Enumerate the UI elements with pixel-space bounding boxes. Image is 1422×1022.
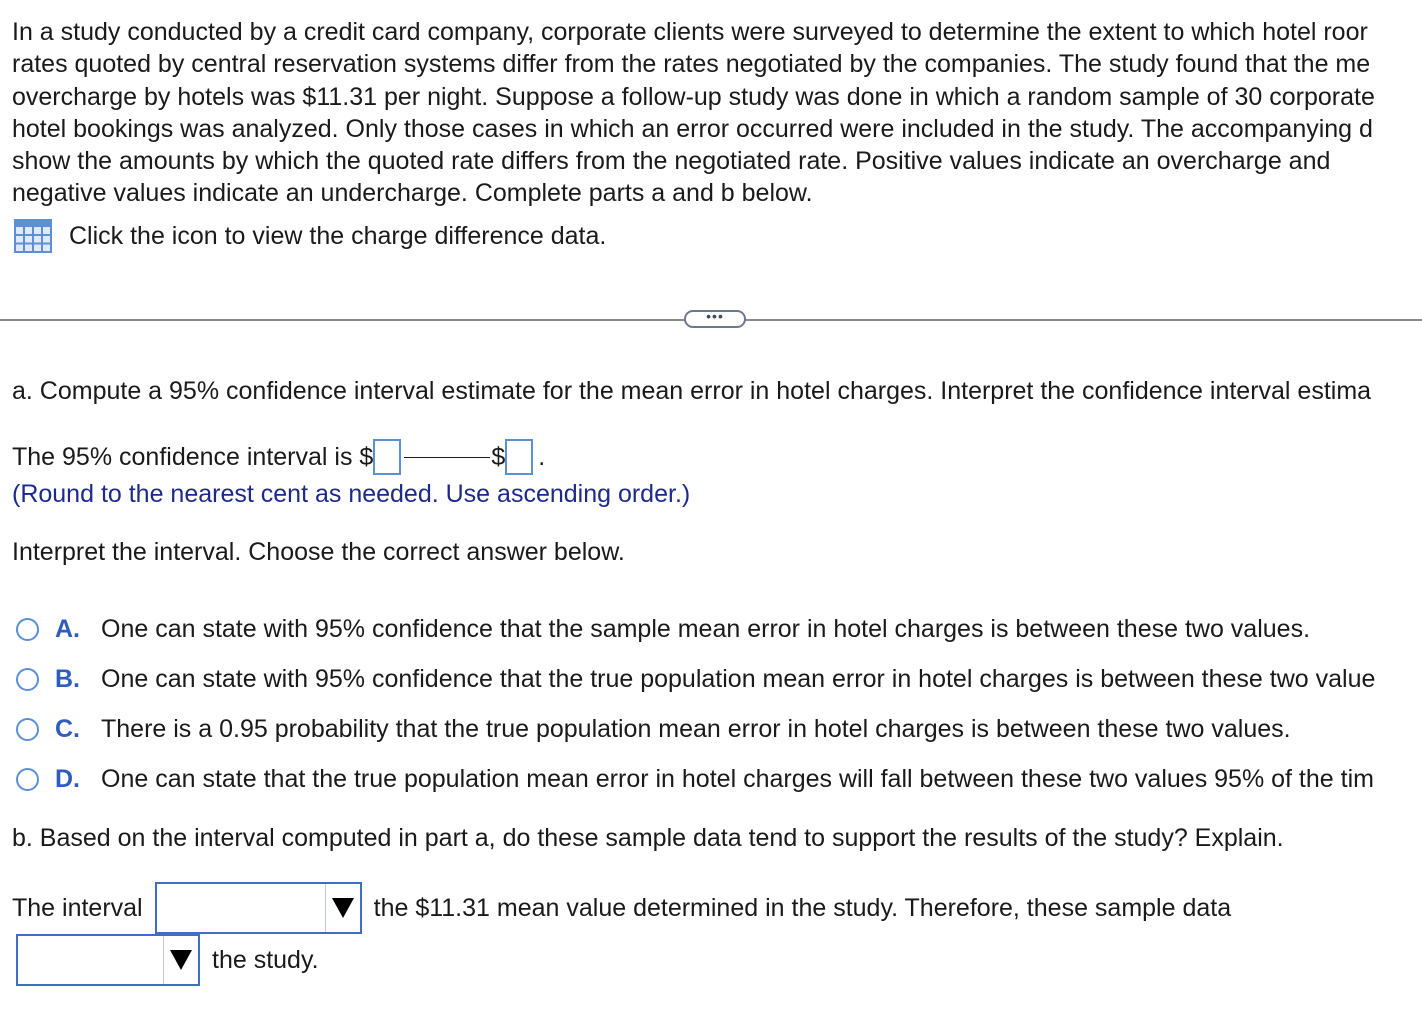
ci-suffix: .	[538, 442, 546, 471]
question-text	[12, 16, 1422, 210]
ci-lower-input[interactable]	[373, 439, 401, 475]
option-letter: D.	[55, 764, 80, 793]
part-b-sentence-line-1	[12, 882, 1231, 934]
part-b-prompt: b. Based on the interval computed in part a, do these sample data tend to support the results of the study? Explain.	[12, 824, 1284, 852]
data-link-text[interactable]: Click the icon to view the charge difference data.	[69, 221, 607, 250]
radio-button[interactable]	[16, 718, 39, 741]
sentence-middle: the $11.31 mean value determined in the study. Therefore, these sample data	[373, 893, 1232, 922]
data-link	[14, 219, 606, 253]
option-b[interactable]	[16, 654, 1422, 704]
spreadsheet-grid-icon[interactable]	[14, 219, 52, 253]
option-a[interactable]	[16, 604, 1422, 654]
option-text: One can state that the true population mean error in hotel charges will fall between these two values 95% of the tim	[101, 764, 1374, 793]
question-line: show the amounts by which the quoted rate differs from the negotiated rate. Positive values indicate an overcharge and	[12, 147, 1331, 176]
question-line: negative values indicate an undercharge. Complete parts a and b below.	[12, 179, 813, 208]
dropdown-arrow-icon[interactable]	[325, 884, 360, 932]
ci-dash	[404, 457, 490, 458]
option-text: One can state with 95% confidence that the true population mean error in hotel charges is between these two value	[101, 664, 1376, 693]
ci-prefix: The 95% confidence interval is $	[12, 442, 374, 471]
interval-dropdown[interactable]	[155, 882, 362, 934]
question-line: rates quoted by central reservation systems differ from the rates negotiated by the companies. The study found that the me	[12, 50, 1371, 79]
radio-button[interactable]	[16, 618, 39, 641]
answer-options	[16, 604, 1422, 804]
option-text: One can state with 95% confidence that the sample mean error in hotel charges is between these two values.	[101, 614, 1311, 643]
ci-upper-input[interactable]	[505, 439, 533, 475]
part-b-sentence-line-2	[16, 934, 319, 986]
question-line: overcharge by hotels was $11.31 per night. Suppose a follow-up study was done in which a random sample of 30 corporate	[12, 82, 1375, 111]
support-dropdown[interactable]	[16, 934, 200, 986]
expand-more-button[interactable]: •••	[684, 310, 746, 328]
option-c[interactable]	[16, 704, 1422, 754]
sentence-start: The interval	[12, 893, 143, 922]
option-letter: A.	[55, 614, 80, 643]
ci-middle-dollar: $	[491, 442, 506, 471]
part-a-prompt: a. Compute a 95% confidence interval estimate for the mean error in hotel charges. Interpret the confidence interval estima	[12, 377, 1372, 405]
radio-button[interactable]	[16, 668, 39, 691]
sentence-end: the study.	[212, 945, 319, 974]
question-line: In a study conducted by a credit card company, corporate clients were surveyed to determine the extent to which hotel roor	[12, 18, 1368, 46]
option-letter: C.	[55, 714, 80, 743]
rounding-hint: (Round to the nearest cent as needed. Use ascending order.)	[12, 480, 691, 508]
question-line: hotel bookings was analyzed. Only those cases in which an error occurred were included in the study. The accompanying d	[12, 114, 1373, 143]
option-d[interactable]	[16, 754, 1422, 804]
option-text: There is a 0.95 probability that the true population mean error in hotel charges is between these two values.	[101, 714, 1291, 743]
radio-button[interactable]	[16, 768, 39, 791]
option-letter: B.	[55, 664, 80, 693]
dropdown-arrow-icon[interactable]	[163, 936, 198, 984]
confidence-interval-line	[12, 437, 545, 477]
interpret-prompt: Interpret the interval. Choose the correct answer below.	[12, 538, 625, 566]
